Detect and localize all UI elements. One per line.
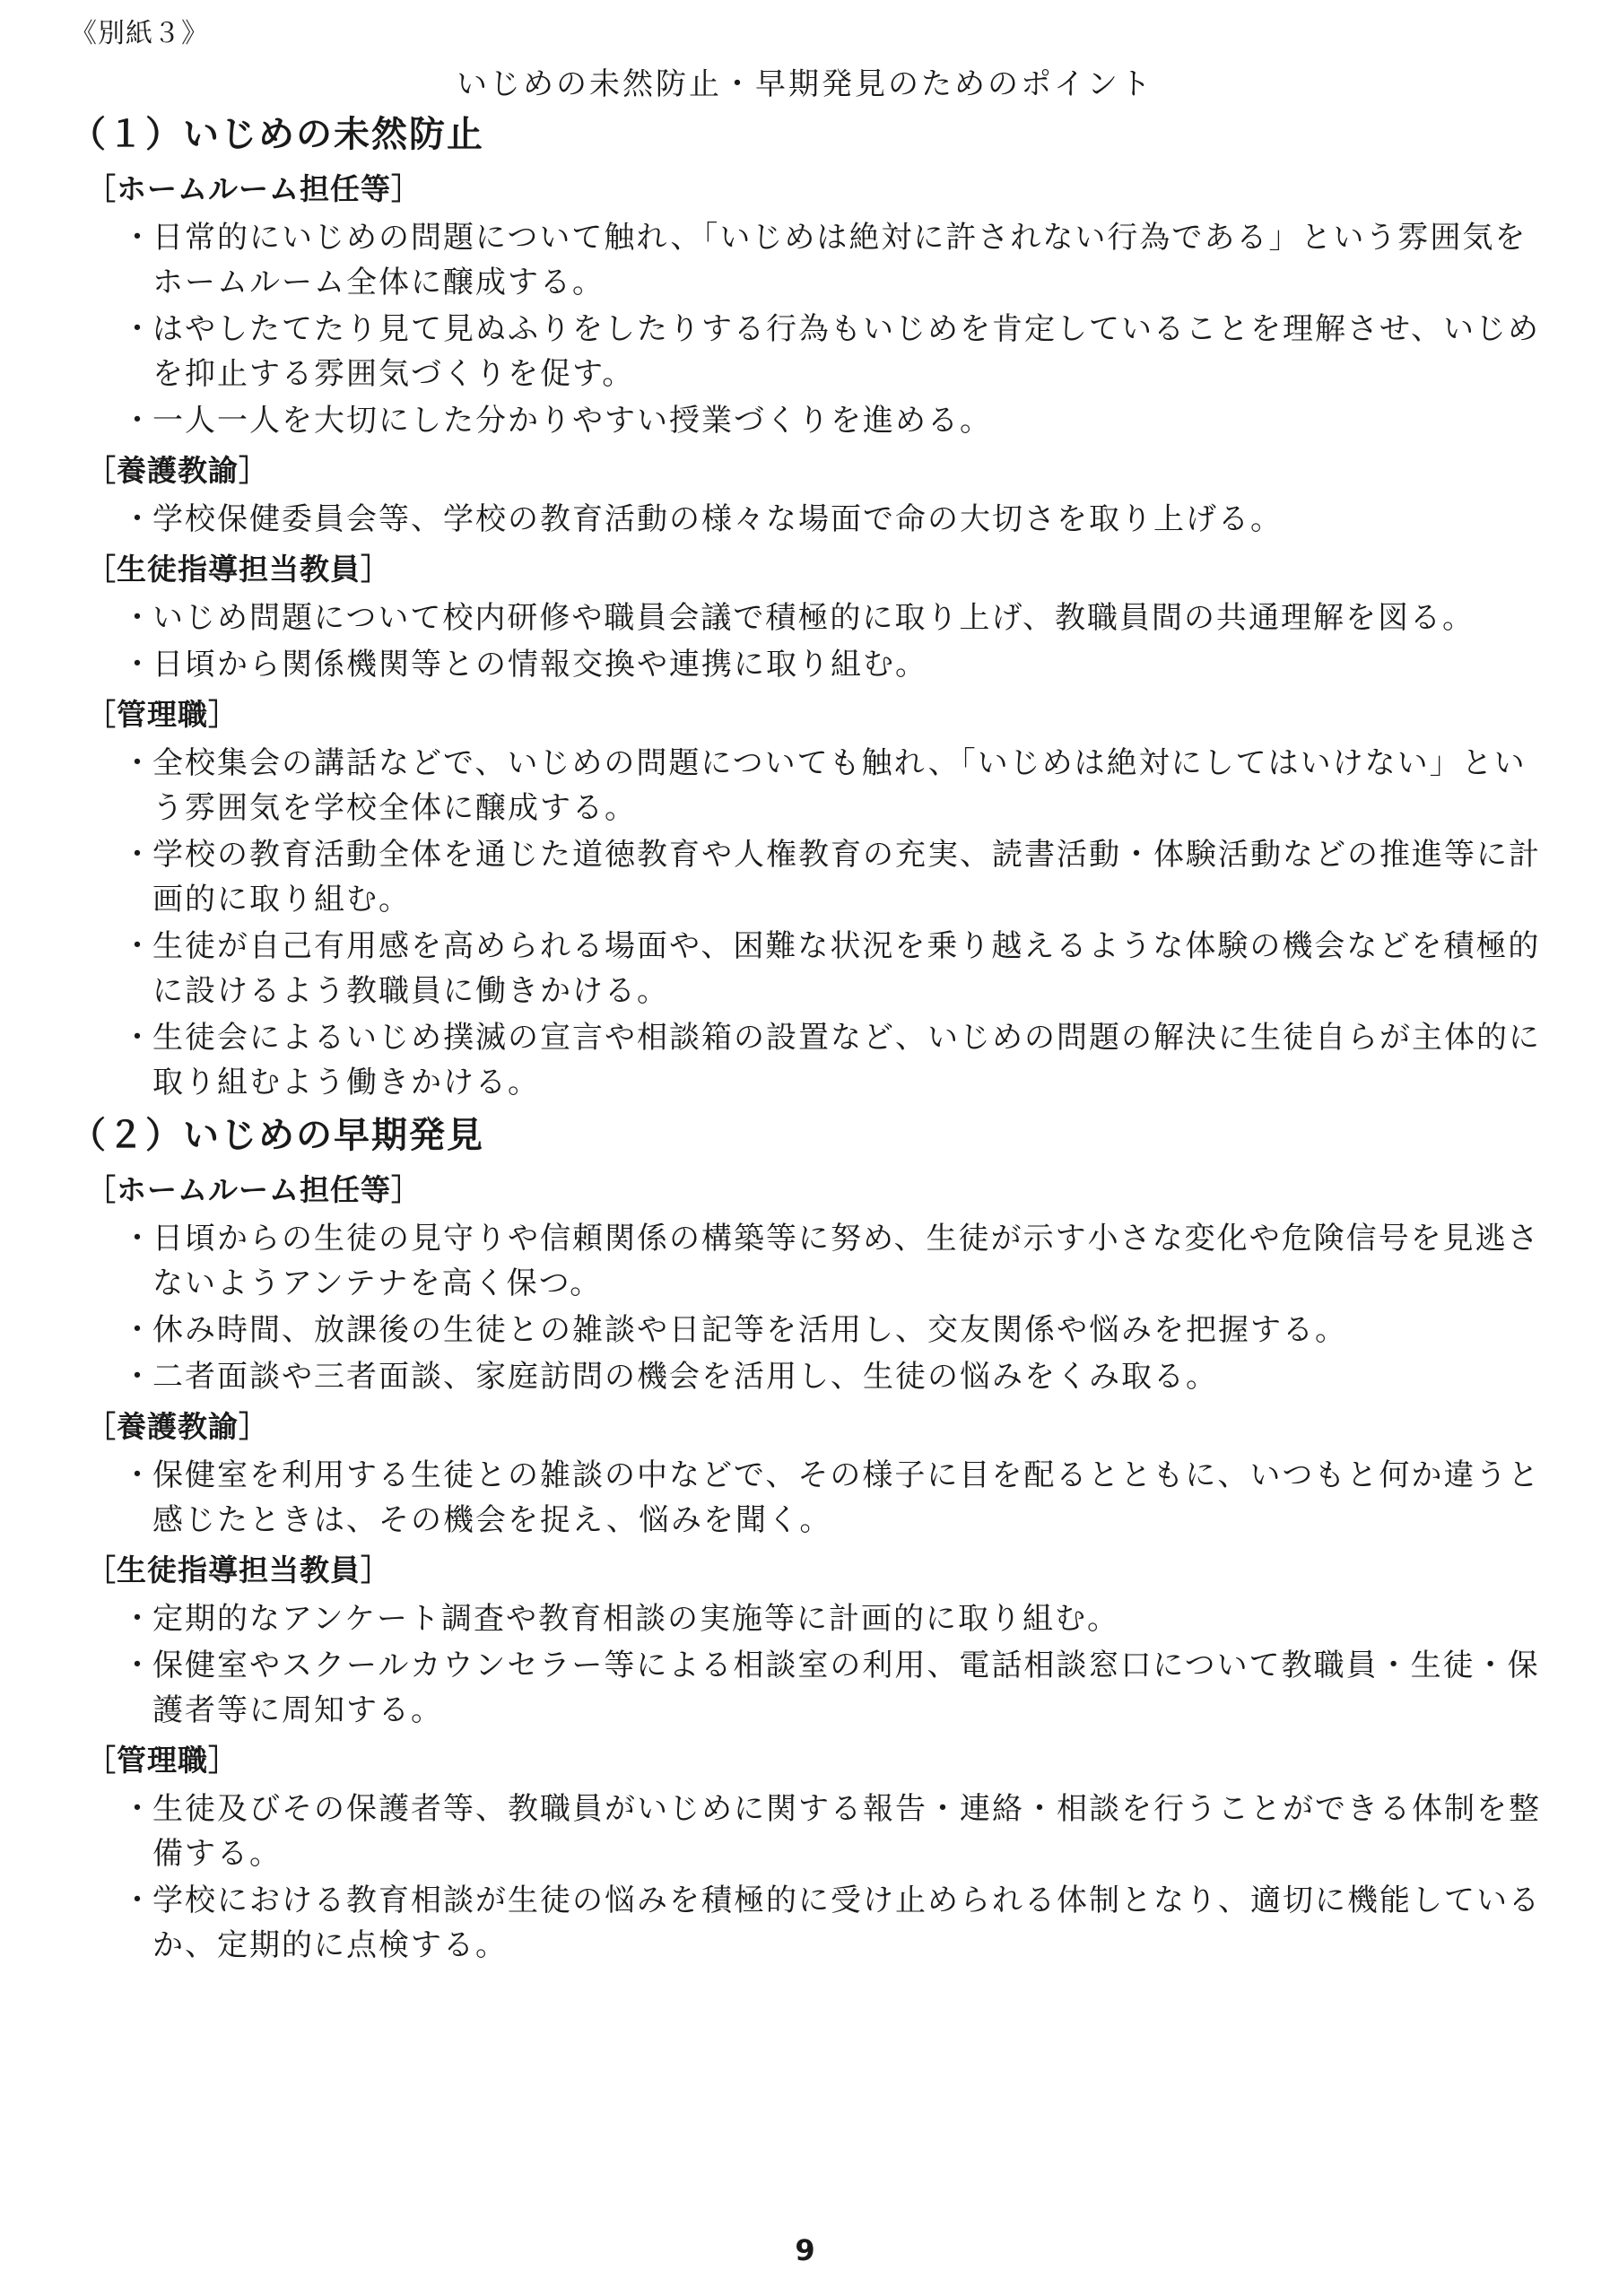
list-item-text: 学校の教育活動全体を通じた道徳教育や人権教育の充実、読書活動・体験活動などの推進等に計画的に取り組む。 xyxy=(152,837,1541,918)
bullet: ・ xyxy=(122,1648,154,1683)
bullet: ・ xyxy=(122,1791,154,1827)
list-item xyxy=(70,642,1550,687)
list-item xyxy=(70,1354,1550,1399)
list-item-text: 日頃からの生徒の見守りや信頼関係の構築等に努め、生徒が示す小さな変化や危険信号を見逃さないようアンテナを高く保つ。 xyxy=(152,1221,1540,1301)
list-item-text: 学校における教育相談が生徒の悩みを積極的に受け止められる体制となり、適切に機能しているか、定期的に点検する。 xyxy=(152,1883,1541,1963)
item-list xyxy=(70,1216,1577,1399)
annex-label: 《別紙３》 xyxy=(70,18,209,49)
list-item-text: 生徒会によるいじめ撲滅の宣言や相談箱の設置など、いじめの問題の解決に生徒自らが主体的に取り組むよう働きかける。 xyxy=(152,1020,1541,1100)
role-heading: ［生徒指導担当教員］ xyxy=(86,1552,391,1587)
list-item-text: 生徒が自己有用感を高められる場面や、困難な状況を乗り越えるような体験の機会などを積極的に設けるよう教職員に働きかける。 xyxy=(152,928,1541,1009)
role-heading: ［ホームルーム担任等］ xyxy=(86,1172,422,1207)
bullet: ・ xyxy=(122,1457,154,1493)
bullet: ・ xyxy=(122,647,154,683)
section xyxy=(70,106,1577,1105)
list-item-text: いじめ問題について校内研修や職員会議で積極的に取り上げ、教職員間の共通理解を図る。 xyxy=(152,600,1475,636)
list-item xyxy=(70,741,1550,831)
item-list xyxy=(70,215,1577,443)
list-item xyxy=(70,1596,1550,1641)
role-heading: ［養護教諭］ xyxy=(86,1409,269,1444)
list-item xyxy=(70,1878,1550,1968)
list-item-text: はやしたてたり見て見ぬふりをしたりする行為もいじめを肯定していることを理解させ、いじめを抑止する雰囲気づくりを促す。 xyxy=(152,311,1540,392)
list-item-text: 定期的なアンケート調査や教育相談の実施等に計画的に取り組む。 xyxy=(152,1601,1119,1637)
list-item-text: 休み時間、放課後の生徒との雑談や日記等を活用し、交友関係や悩みを把握する。 xyxy=(152,1312,1347,1348)
item-list xyxy=(70,1453,1577,1543)
list-item-text: 保健室を利用する生徒との雑談の中などで、その様子に目を配るとともに、いつもと何か違うと感じたときは、その機会を捉え、悩みを聞く。 xyxy=(152,1457,1541,1538)
bullet: ・ xyxy=(122,928,154,964)
list-item xyxy=(70,1453,1550,1543)
list-item xyxy=(70,1015,1550,1105)
list-item-text: 学校保健委員会等、学校の教育活動の様々な場面で命の大切さを取り上げる。 xyxy=(152,501,1283,537)
list-item xyxy=(70,1643,1550,1733)
bullet: ・ xyxy=(122,403,154,439)
bullet: ・ xyxy=(122,311,154,347)
bullet: ・ xyxy=(122,1359,154,1395)
bullet: ・ xyxy=(122,1601,154,1637)
item-list xyxy=(70,1787,1577,1968)
bullet: ・ xyxy=(122,1221,154,1257)
bullet: ・ xyxy=(122,600,154,636)
section xyxy=(70,1107,1577,1968)
list-item xyxy=(70,596,1550,640)
item-list xyxy=(70,1596,1577,1733)
list-item xyxy=(70,1787,1550,1876)
bullet: ・ xyxy=(122,220,154,256)
item-list xyxy=(70,741,1577,1105)
item-list xyxy=(70,497,1577,542)
role-heading: ［ホームルーム担任等］ xyxy=(86,171,422,206)
bullet: ・ xyxy=(122,837,154,873)
list-item-text: 全校集会の講話などで、いじめの問題についても触れ、「いじめは絶対にしてはいけない」という雰囲気を学校全体に醸成する。 xyxy=(152,745,1527,826)
section-title: （２）いじめの早期発見 xyxy=(70,1115,484,1156)
list-item xyxy=(70,398,1550,443)
bullet: ・ xyxy=(122,1883,154,1918)
role-heading: ［養護教諭］ xyxy=(86,453,269,488)
document-body xyxy=(70,106,1577,1970)
list-item xyxy=(70,832,1550,922)
bullet: ・ xyxy=(122,745,154,781)
list-item-text: 一人一人を大切にした分かりやすい授業づくりを進める。 xyxy=(152,403,992,439)
list-item-text: 生徒及びその保護者等、教職員がいじめに関する報告・連絡・相談を行うことができる体制を整備する。 xyxy=(152,1791,1541,1872)
role-heading: ［管理職］ xyxy=(86,1743,239,1778)
page-number: 9 xyxy=(795,2233,815,2267)
list-item xyxy=(70,924,1550,1013)
list-item xyxy=(70,307,1550,396)
list-item xyxy=(70,1216,1550,1306)
list-item xyxy=(70,497,1550,542)
list-item xyxy=(70,1308,1550,1352)
role-heading: ［生徒指導担当教員］ xyxy=(86,552,391,587)
list-item xyxy=(70,215,1550,305)
list-item-text: 日常的にいじめの問題について触れ、「いじめは絶対に許されない行為である」という雰囲気をホームルーム全体に醸成する。 xyxy=(152,220,1527,300)
bullet: ・ xyxy=(122,501,154,537)
bullet: ・ xyxy=(122,1312,154,1348)
page-title: いじめの未然防止・早期発見のためのポイント xyxy=(457,66,1153,102)
list-item-text: 日頃から関係機関等との情報交換や連携に取り組む。 xyxy=(152,647,927,683)
role-heading: ［管理職］ xyxy=(86,697,239,732)
item-list xyxy=(70,596,1577,687)
list-item-text: 保健室やスクールカウンセラー等による相談室の利用、電話相談窓口について教職員・生徒・保護者等に周知する。 xyxy=(152,1648,1540,1728)
list-item-text: 二者面談や三者面談、家庭訪問の機会を活用し、生徒の悩みをくみ取る。 xyxy=(152,1359,1218,1395)
bullet: ・ xyxy=(122,1020,154,1056)
section-title: （１）いじめの未然防止 xyxy=(70,114,484,155)
